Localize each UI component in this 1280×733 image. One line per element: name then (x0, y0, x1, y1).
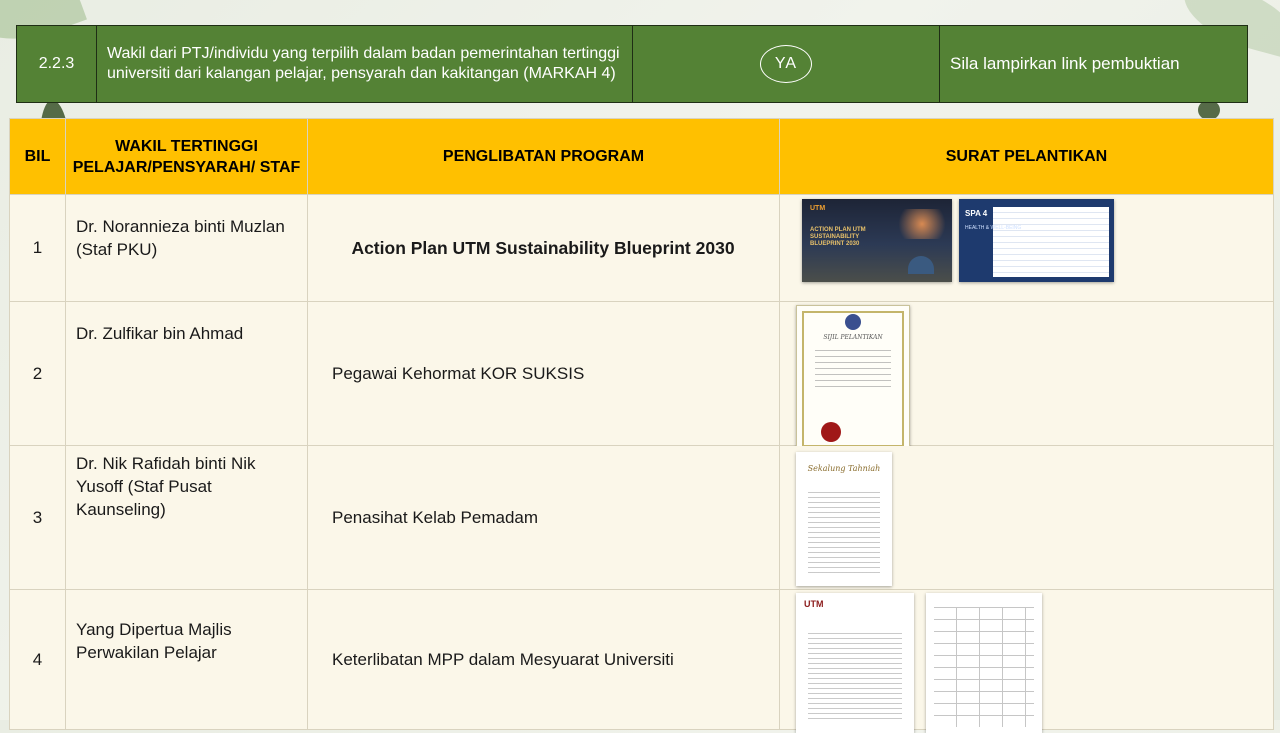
program-name: Pegawai Kehormat KOR SUKSIS (308, 302, 780, 446)
document-thumbnail[interactable] (802, 199, 952, 282)
document-thumbnail[interactable] (926, 593, 1042, 733)
decorative-leaf (1198, 100, 1220, 120)
row-number: 1 (10, 195, 66, 302)
criterion-row (16, 25, 1248, 103)
table-row (10, 195, 1274, 302)
document-thumbnail[interactable] (959, 199, 1114, 282)
program-name: Penasihat Kelab Pemadam (308, 446, 780, 590)
criterion-status-cell (633, 26, 940, 102)
appointment-docs (780, 302, 1274, 446)
document-thumbnail[interactable] (796, 593, 914, 733)
header-bil: BIL (10, 119, 66, 195)
criterion-description: Wakil dari PTJ/individu yang terpilih dalam badan pemerintahan tertinggi universiti dari kalangan pelajar, pensyarah dan kakitangan (MARKAH 4) (97, 26, 633, 102)
letter-logo: UTM (804, 599, 824, 609)
row-number: 4 (10, 590, 66, 730)
slide-logo: UTM (810, 205, 826, 212)
slide-title: ACTION PLAN UTM SUSTAINABILITY BLUEPRINT 2030 (810, 227, 866, 247)
table-row (10, 590, 1274, 730)
appointment-docs (780, 195, 1274, 302)
certificate-title: Sekalung Tahniah (807, 464, 881, 473)
row-number: 3 (10, 446, 66, 590)
appointment-docs (780, 446, 1274, 590)
criterion-code: 2.2.3 (17, 26, 97, 102)
program-name: Keterlibatan MPP dalam Mesyuarat Universiti (308, 590, 780, 730)
representative-name: Dr. Nik Rafidah binti Nik Yusoff (Staf Pusat Kaunseling) (66, 446, 308, 590)
program-name: Action Plan UTM Sustainability Blueprint 2030 (308, 195, 780, 302)
slide-subtitle: HEALTH & WELL-BEING (965, 225, 1022, 231)
table-row (10, 446, 1274, 590)
certificate-title: SIJIL PELANTIKAN (823, 334, 883, 341)
header-program: PENGLIBATAN PROGRAM (308, 119, 780, 195)
slide-title: SPA 4 (965, 209, 988, 218)
appointment-docs (780, 590, 1274, 730)
header-wakil: WAKIL TERTINGGI PELAJAR/PENSYARAH/ STAF (66, 119, 308, 195)
document-thumbnail[interactable] (796, 452, 892, 586)
table-header-row (10, 119, 1274, 195)
row-number: 2 (10, 302, 66, 446)
representative-name: Yang Dipertua Majlis Perwakilan Pelajar (66, 590, 308, 730)
representative-name: Dr. Zulfikar bin Ahmad (66, 302, 308, 446)
criterion-status-badge: YA (760, 45, 812, 83)
header-surat: SURAT PELANTIKAN (780, 119, 1274, 195)
table-row (10, 302, 1274, 446)
criterion-note: Sila lampirkan link pembuktian (950, 54, 1180, 73)
representative-name: Dr. Norannieza binti Muzlan (Staf PKU) (66, 195, 308, 302)
document-thumbnail[interactable] (796, 305, 910, 453)
representatives-table (9, 118, 1274, 730)
